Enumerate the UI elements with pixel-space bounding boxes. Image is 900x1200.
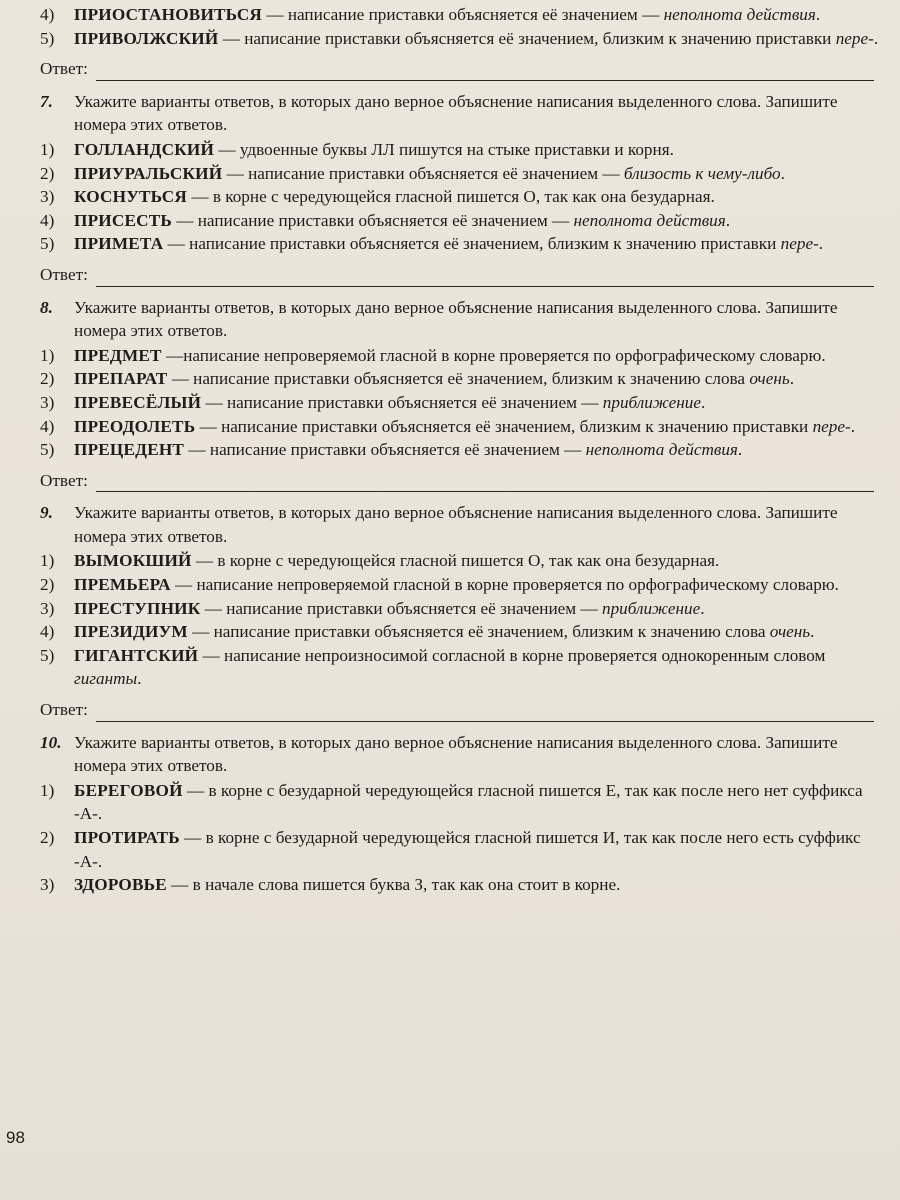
answer-row <box>40 263 882 287</box>
option-italic: пере- <box>835 28 874 48</box>
option-tail: . <box>810 622 815 642</box>
option-text: — написание приставки объясняется её значением — <box>262 5 664 24</box>
task-prompt <box>40 731 882 778</box>
option-text: — в корне с безударной чередующейся гласной пишется Е, так как после него нет суффикса -А-. <box>74 780 863 824</box>
option-word: ПРЕМЬЕРА <box>74 575 171 595</box>
task-10 <box>40 731 882 897</box>
answer-option <box>40 873 882 897</box>
option-text: — написание приставки объясняется её значением, близким к значению слова <box>187 622 770 642</box>
task-number: 10. <box>40 732 62 752</box>
task-prompt <box>40 296 882 343</box>
option-tail: . <box>701 392 706 412</box>
option-tail: . <box>873 28 879 48</box>
option-number: 3) <box>40 392 55 412</box>
task-8 <box>40 296 882 493</box>
option-text: — в начале слова пишется буква З, так как она стоит в корне. <box>166 875 621 895</box>
option-text: — в корне с чередующейся гласной пишется О, так как она безударная. <box>191 551 720 571</box>
task-prompt <box>40 90 882 137</box>
option-italic: неполнота действия <box>573 210 726 230</box>
option-number: 5) <box>40 28 55 48</box>
option-number: 1) <box>40 345 55 365</box>
option-word: ПРЕПАРАТ <box>74 369 168 389</box>
answer-option <box>40 573 882 597</box>
answer-option <box>40 232 882 256</box>
task-prompt-text: Укажите варианты ответов, в которых дано верное объяснение написания выделенного слова. Запишите номера этих ответов. <box>74 503 838 546</box>
option-word: ПРЕСТУПНИК <box>74 598 201 618</box>
option-tail: . <box>818 234 824 254</box>
answer-option <box>40 549 882 573</box>
option-tail: . <box>789 369 794 389</box>
option-tail: . <box>815 5 821 24</box>
option-italic: близость к чему-либо <box>623 163 781 183</box>
option-text: —написание непроверяемой гласной в корне проверяется по орфографическому словарю. <box>161 345 826 365</box>
answer-label: Ответ: <box>40 470 88 490</box>
answer-option <box>40 597 882 621</box>
option-text: — написание непроизносимой согласной в корне проверяется однокоренным словом <box>198 645 826 665</box>
option-word: ГИГАНТСКИЙ <box>74 645 199 665</box>
option-text: — написание приставки объясняется её значением — <box>222 163 624 183</box>
task-number: 9. <box>40 503 53 523</box>
option-italic: неполнота действия <box>663 5 816 24</box>
task-prompt-text: Укажите варианты ответов, в которых дано верное объяснение написания выделенного слова. Запишите номера этих ответов. <box>74 732 838 776</box>
option-word: ПРИУРАЛЬСКИЙ <box>74 163 223 183</box>
answer-line[interactable] <box>96 475 874 492</box>
option-number: 4) <box>40 416 55 436</box>
option-word: ПРЕОДОЛЕТЬ <box>74 416 196 436</box>
option-number: 2) <box>40 369 55 389</box>
option-number: 1) <box>40 139 55 159</box>
option-tail: . <box>850 416 856 436</box>
option-word: БЕРЕГОВОЙ <box>74 780 183 800</box>
answer-option <box>40 415 882 439</box>
answer-line[interactable] <box>96 705 874 722</box>
option-tail: . <box>700 598 705 618</box>
task-prompt <box>40 501 882 548</box>
option-tail: . <box>737 440 743 460</box>
option-text: — написание приставки объясняется её значением — <box>171 210 574 230</box>
answer-option <box>40 779 882 826</box>
answer-line[interactable] <box>96 270 874 287</box>
answer-option <box>40 185 882 209</box>
option-number: 4) <box>40 210 55 230</box>
option-number: 1) <box>40 551 55 571</box>
task-number: 7. <box>40 91 53 111</box>
option-tail: . <box>137 669 142 689</box>
option-word: ПРИСЕСТЬ <box>74 210 172 230</box>
option-number: 2) <box>40 163 55 183</box>
page-number: 98 <box>6 1128 25 1147</box>
option-tail: . <box>725 210 731 230</box>
task-9 <box>40 501 882 721</box>
answer-row <box>40 57 882 81</box>
option-italic: пере- <box>812 416 851 436</box>
answer-option <box>40 3 882 27</box>
task-7 <box>40 90 882 287</box>
option-word: ПРЕЗИДИУМ <box>74 622 188 642</box>
option-text: — написание приставки объясняется её значением — <box>200 598 602 618</box>
task-prompt-text: Укажите варианты ответов, в которых дано верное объяснение написания выделенного слова. Запишите номера этих ответов. <box>74 91 838 135</box>
option-text: — написание приставки объясняется её значением — <box>201 392 603 412</box>
option-number: 5) <box>40 645 55 665</box>
option-word: ПРИВОЛЖСКИЙ <box>74 28 219 48</box>
option-text: — написание приставки объясняется её значением, близким к значению приставки <box>218 28 836 48</box>
option-italic: приближение <box>602 392 701 412</box>
option-word: ГОЛЛАНДСКИЙ <box>74 139 215 159</box>
option-word: ПРИОСТАНОВИТЬСЯ <box>74 5 263 24</box>
option-tail: . <box>780 163 785 183</box>
task-number: 8. <box>40 297 53 317</box>
option-word: ПРЕДМЕТ <box>74 345 162 365</box>
option-text: — написание приставки объясняется её значением, близким к значению приставки <box>163 234 781 254</box>
option-number: 2) <box>40 575 55 595</box>
answer-row <box>40 469 882 493</box>
option-number: 2) <box>40 828 55 847</box>
option-word: ПРОТИРАТЬ <box>74 828 180 847</box>
option-italic: приближение <box>601 598 701 618</box>
option-text: — написание приставки объясняется её значением, близким к значению приставки <box>195 416 813 436</box>
answer-option <box>40 644 882 691</box>
option-number: 3) <box>40 598 55 618</box>
option-text: — в корне с чередующейся гласной пишется О, так как она безударная. <box>187 187 715 207</box>
option-italic: очень <box>769 622 811 642</box>
answer-option <box>40 620 882 644</box>
option-number: 4) <box>40 5 55 24</box>
option-italic: пере- <box>780 234 819 254</box>
option-number: 3) <box>40 187 55 207</box>
answer-option <box>40 138 882 162</box>
option-italic: очень <box>749 369 790 389</box>
answer-option <box>40 344 882 368</box>
option-number: 1) <box>40 780 55 800</box>
option-text: — написание приставки объясняется её значением, близким к значению слова <box>167 369 750 389</box>
answer-option <box>40 27 882 51</box>
option-word: ПРИМЕТА <box>74 234 164 254</box>
answer-option <box>40 209 882 233</box>
answer-line[interactable] <box>96 64 874 81</box>
answer-option <box>40 826 882 873</box>
answer-option <box>40 391 882 415</box>
answer-row <box>40 698 882 722</box>
option-word: ПРЕЦЕДЕНТ <box>74 440 185 460</box>
option-number: 5) <box>40 234 55 254</box>
answer-label: Ответ: <box>40 59 88 79</box>
page-content <box>40 0 882 897</box>
option-number: 5) <box>40 440 55 460</box>
task-prompt-text: Укажите варианты ответов, в которых дано верное объяснение написания выделенного слова. Запишите номера этих ответов. <box>74 297 838 341</box>
option-text: — написание непроверяемой гласной в корне проверяется по орфографическому словарю. <box>170 575 839 595</box>
prev-task-items <box>40 3 882 50</box>
option-number: 4) <box>40 622 55 642</box>
answer-option <box>40 162 882 186</box>
option-word: ВЫМОКШИЙ <box>74 551 192 571</box>
option-word: КОСНУТЬСЯ <box>74 187 188 207</box>
option-text: — удвоенные буквы ЛЛ пишутся на стыке приставки и корня. <box>214 139 674 159</box>
option-italic: неполнота действия <box>585 440 738 460</box>
option-word: ПРЕВЕСЁЛЫЙ <box>74 392 202 412</box>
option-text: — написание приставки объясняется её значением — <box>184 440 586 460</box>
answer-label: Ответ: <box>40 264 88 284</box>
option-text: — в корне с безударной чередующейся гласной пишется И, так как после него есть суффикс -А-. <box>74 828 861 871</box>
answer-option <box>40 438 882 462</box>
option-italic: гиганты <box>74 669 138 689</box>
option-number: 3) <box>40 875 55 895</box>
option-word: ЗДОРОВЬЕ <box>74 875 167 895</box>
answer-label: Ответ: <box>40 700 88 720</box>
answer-option <box>40 367 882 391</box>
